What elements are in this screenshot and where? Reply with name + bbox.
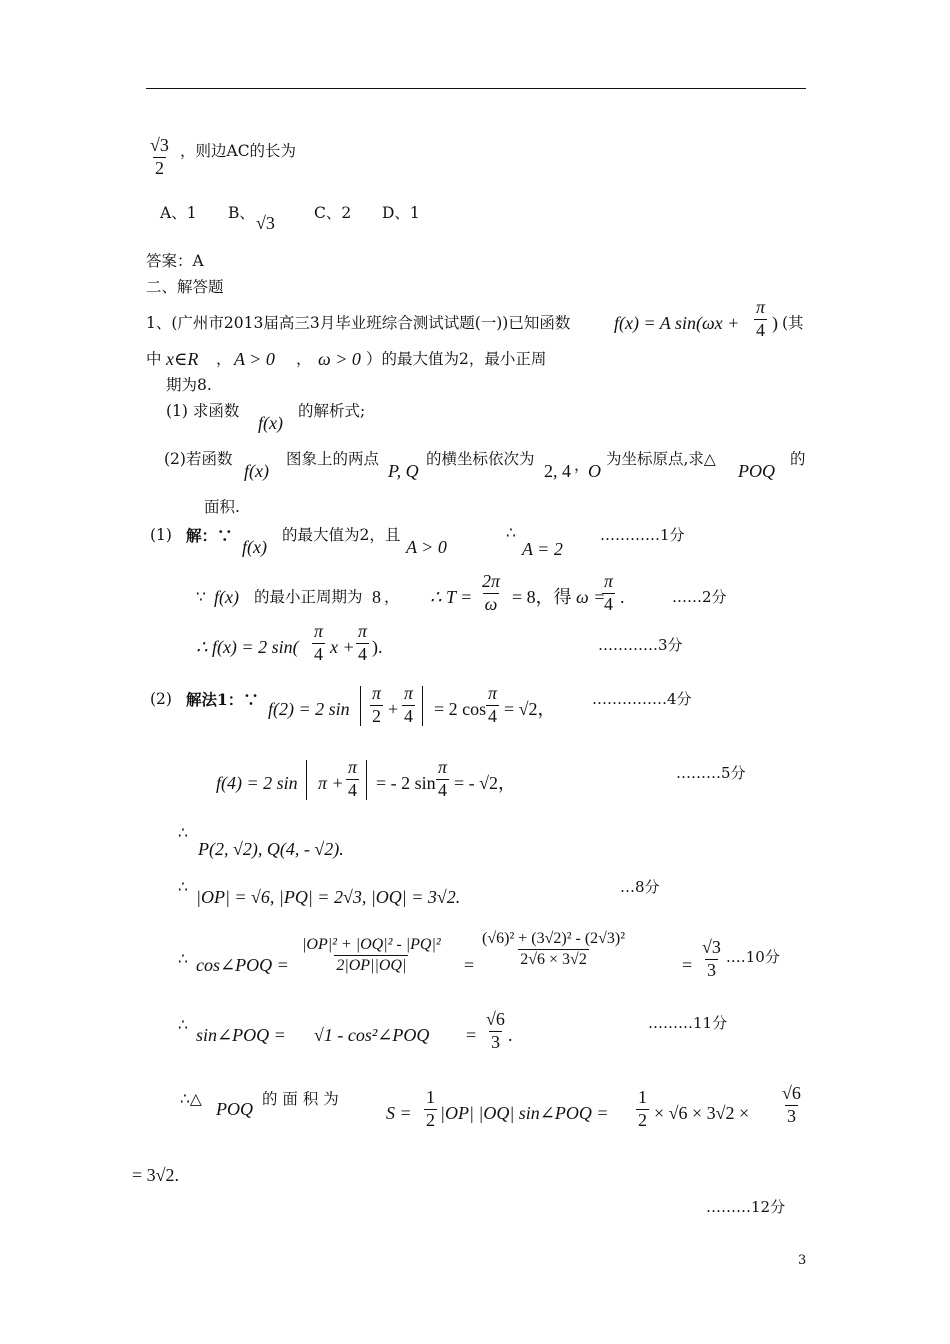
period-1: . — [620, 587, 625, 607]
sol1-a-equals-2: A = 2 — [522, 539, 563, 559]
sol1-a-pos: A > 0 — [406, 537, 447, 557]
comma-2: ， — [296, 350, 312, 368]
sol2-8: 8 — [372, 587, 381, 607]
sol2-because: ∵ — [196, 588, 206, 606]
equals-3: = — [466, 1025, 477, 1045]
p-q-line: P(2, √2), Q(4, - √2). — [198, 839, 344, 859]
area-times: × √6 × 3√2 × — [654, 1103, 750, 1123]
sol1-text: 的最大值为2，且 — [282, 526, 401, 544]
q1-part2-fx: f(x) — [244, 461, 269, 481]
cos-frac-2: $\frac{\text{(√6)² + (3√2)² - (2√3)²}}{2√6 \times 3√2}$ — [482, 930, 626, 968]
therefore-2: ∴ — [178, 878, 188, 896]
m1-frac-pi2: $\frac{\pi}{2}$ — [372, 683, 382, 726]
cos-frac-1: $\frac{\text{|OP|² + |OQ|² - |PQ|²}}{2|OP||OQ|}$ — [302, 936, 441, 974]
answer-line: 答案：A — [146, 252, 204, 270]
option-c: C、2 — [314, 204, 352, 222]
q1-line3: 期为8. — [166, 376, 212, 394]
score-5: ………5分 — [676, 764, 746, 782]
m2-frac-sin: $\frac{\pi}{4}$ — [438, 757, 448, 800]
cos-lhs: cos∠POQ = — [196, 955, 289, 975]
option-d: D、1 — [382, 204, 420, 222]
area-half-2: $\frac{1}{2}$ — [638, 1087, 647, 1130]
m2-frac-pi4: $\frac{\pi}{4}$ — [348, 757, 358, 800]
area-a: ∴△ — [180, 1090, 202, 1108]
area-final: = 3√2. — [132, 1165, 180, 1185]
therefore-1: ∴ — [178, 824, 188, 842]
sin-result: $\frac{√6}{3}$ — [486, 1009, 505, 1052]
plus-1: + — [388, 699, 399, 719]
q1-coords: 2, 4 — [544, 461, 571, 481]
q1-close-paren: ) — [772, 313, 778, 333]
m2-end: = - √2， — [454, 773, 517, 793]
q1-part1-end: 的解析式; — [298, 402, 366, 420]
score-11: ………11分 — [648, 1014, 728, 1032]
q1-x-in-r: x∈R — [166, 349, 199, 369]
q1-pq: P, Q — [388, 461, 419, 481]
m1-f2: f(2) = 2 sin — [268, 699, 350, 719]
score-4: ……………4分 — [592, 690, 692, 708]
option-a: A、1 — [160, 204, 197, 222]
m2-abs-right — [364, 760, 370, 800]
m1-abs-right — [420, 686, 426, 726]
q1-part2-a: (2)若函数 — [164, 450, 233, 468]
q1-part2-f: 面积. — [204, 498, 240, 516]
sol2-fx: f(x) — [214, 587, 239, 607]
sol2-frac: $\frac{2\pi}{\omega}$ — [482, 571, 501, 614]
m1-abs-left — [358, 686, 364, 726]
score-8: …8分 — [620, 878, 660, 896]
q1-part2-b: 图象上的两点 — [286, 450, 380, 468]
equals-1: = — [464, 955, 475, 975]
header-rule — [146, 88, 806, 89]
q1-part1: (1) 求函数 — [166, 402, 240, 420]
sol1-fx: f(x) — [242, 537, 267, 557]
area-half: $\frac{1}{2}$ — [426, 1087, 435, 1130]
cos-result: $\frac{√3}{3}$ — [702, 937, 721, 980]
sol2-eq8: = 8，得 — [512, 587, 572, 607]
m2-f4: f(4) = 2 sin — [216, 773, 298, 793]
q1-line2-b: ）的最大值为2，最小正周 — [366, 350, 547, 368]
q1-prefix: 1、(广州市2013届高三3月毕业班综合测试试题(一))已知函数 — [146, 314, 571, 332]
m1-frac-pi4: $\frac{\pi}{4}$ — [404, 683, 414, 726]
sol1-therefore: ∴ — [506, 524, 516, 542]
q1-part2-c: 的横坐标依次为 — [426, 450, 535, 468]
q1-omega-positive: ω > 0 — [318, 349, 361, 369]
equals-2: = — [682, 955, 693, 975]
therefore-3: ∴ — [178, 950, 188, 968]
therefore-4: ∴ — [178, 1016, 188, 1034]
m2-pi: π + — [318, 773, 344, 793]
m1-word: 解法1：∵ — [186, 690, 259, 709]
q1-poq: POQ — [738, 461, 775, 481]
sol2-t: ∴ T = — [430, 587, 473, 607]
dist-line: |OP| = √6, |PQ| = 2√3, |OQ| = 3√2. — [196, 887, 461, 907]
q1-part2-e: 的 — [790, 450, 806, 468]
sol2-text: 的最小正周期为 — [254, 588, 363, 606]
sol2-omega: ω = — [576, 587, 606, 607]
sin-lhs: sin∠POQ = — [196, 1025, 286, 1045]
q1-pi-over-4: $\frac{\pi}{4}$ — [756, 297, 766, 340]
section-heading: 二、解答题 — [146, 278, 224, 296]
sol2-comma: ， — [384, 588, 400, 606]
area-result: $\frac{√6}{3}$ — [782, 1083, 801, 1126]
score-3: …………3分 — [598, 636, 683, 654]
top-fraction: $\frac{√3}{2}$ — [150, 135, 169, 178]
q1-part1-fx: f(x) — [258, 413, 283, 433]
sin-mid: √1 - cos²∠POQ — [314, 1025, 430, 1045]
q1-function: f(x) = A sin(ωx + — [614, 313, 740, 333]
m1-label: (2) — [150, 690, 172, 708]
sol1-label: (1) — [150, 526, 172, 544]
score-12: ………12分 — [706, 1198, 786, 1216]
area-s: S = — [386, 1103, 412, 1123]
score-1: …………1分 — [600, 526, 685, 544]
q1-origin: O — [588, 461, 601, 481]
score-10: .…10分 — [726, 948, 780, 966]
m2-abs-left — [304, 760, 310, 800]
m2-eq: = - 2 sin — [376, 773, 436, 793]
option-b-value: √3 — [256, 213, 275, 233]
sol3-text: ∴ f(x) = 2 sin( — [196, 637, 299, 657]
sol1-word: 解：∵ — [186, 526, 233, 545]
comma-1: ， — [216, 350, 232, 368]
sol3-end: ). — [372, 637, 383, 657]
area-poq: POQ — [216, 1099, 253, 1119]
m1-eq: = 2 cos — [434, 699, 487, 719]
q1-a-positive: A > 0 — [234, 349, 275, 369]
comma-3: ， — [574, 456, 590, 474]
sol3-x: x + — [330, 637, 355, 657]
sol3-frac-a: $\frac{\pi}{4}$ — [314, 621, 324, 664]
intro-text: ，则边AC的长为 — [180, 142, 297, 160]
page-number: 3 — [798, 1253, 807, 1268]
area-b: 的 面 积 为 — [262, 1090, 339, 1108]
sol3-frac-b: $\frac{\pi}{4}$ — [358, 621, 368, 664]
m1-end: = √2， — [504, 699, 556, 719]
area-mid: |OP| |OQ| sin∠POQ = — [440, 1103, 609, 1123]
score-2: ……2分 — [672, 588, 727, 606]
option-b: B、 — [228, 204, 255, 222]
m1-frac-cos: $\frac{\pi}{4}$ — [488, 683, 498, 726]
q1-tail: (其 — [782, 314, 804, 332]
q1-part2-d: 为坐标原点,求△ — [606, 450, 716, 468]
q1-line2-a: 中 — [146, 350, 162, 368]
period-2: . — [508, 1025, 513, 1045]
sol2-pi4: $\frac{\pi}{4}$ — [604, 571, 614, 614]
